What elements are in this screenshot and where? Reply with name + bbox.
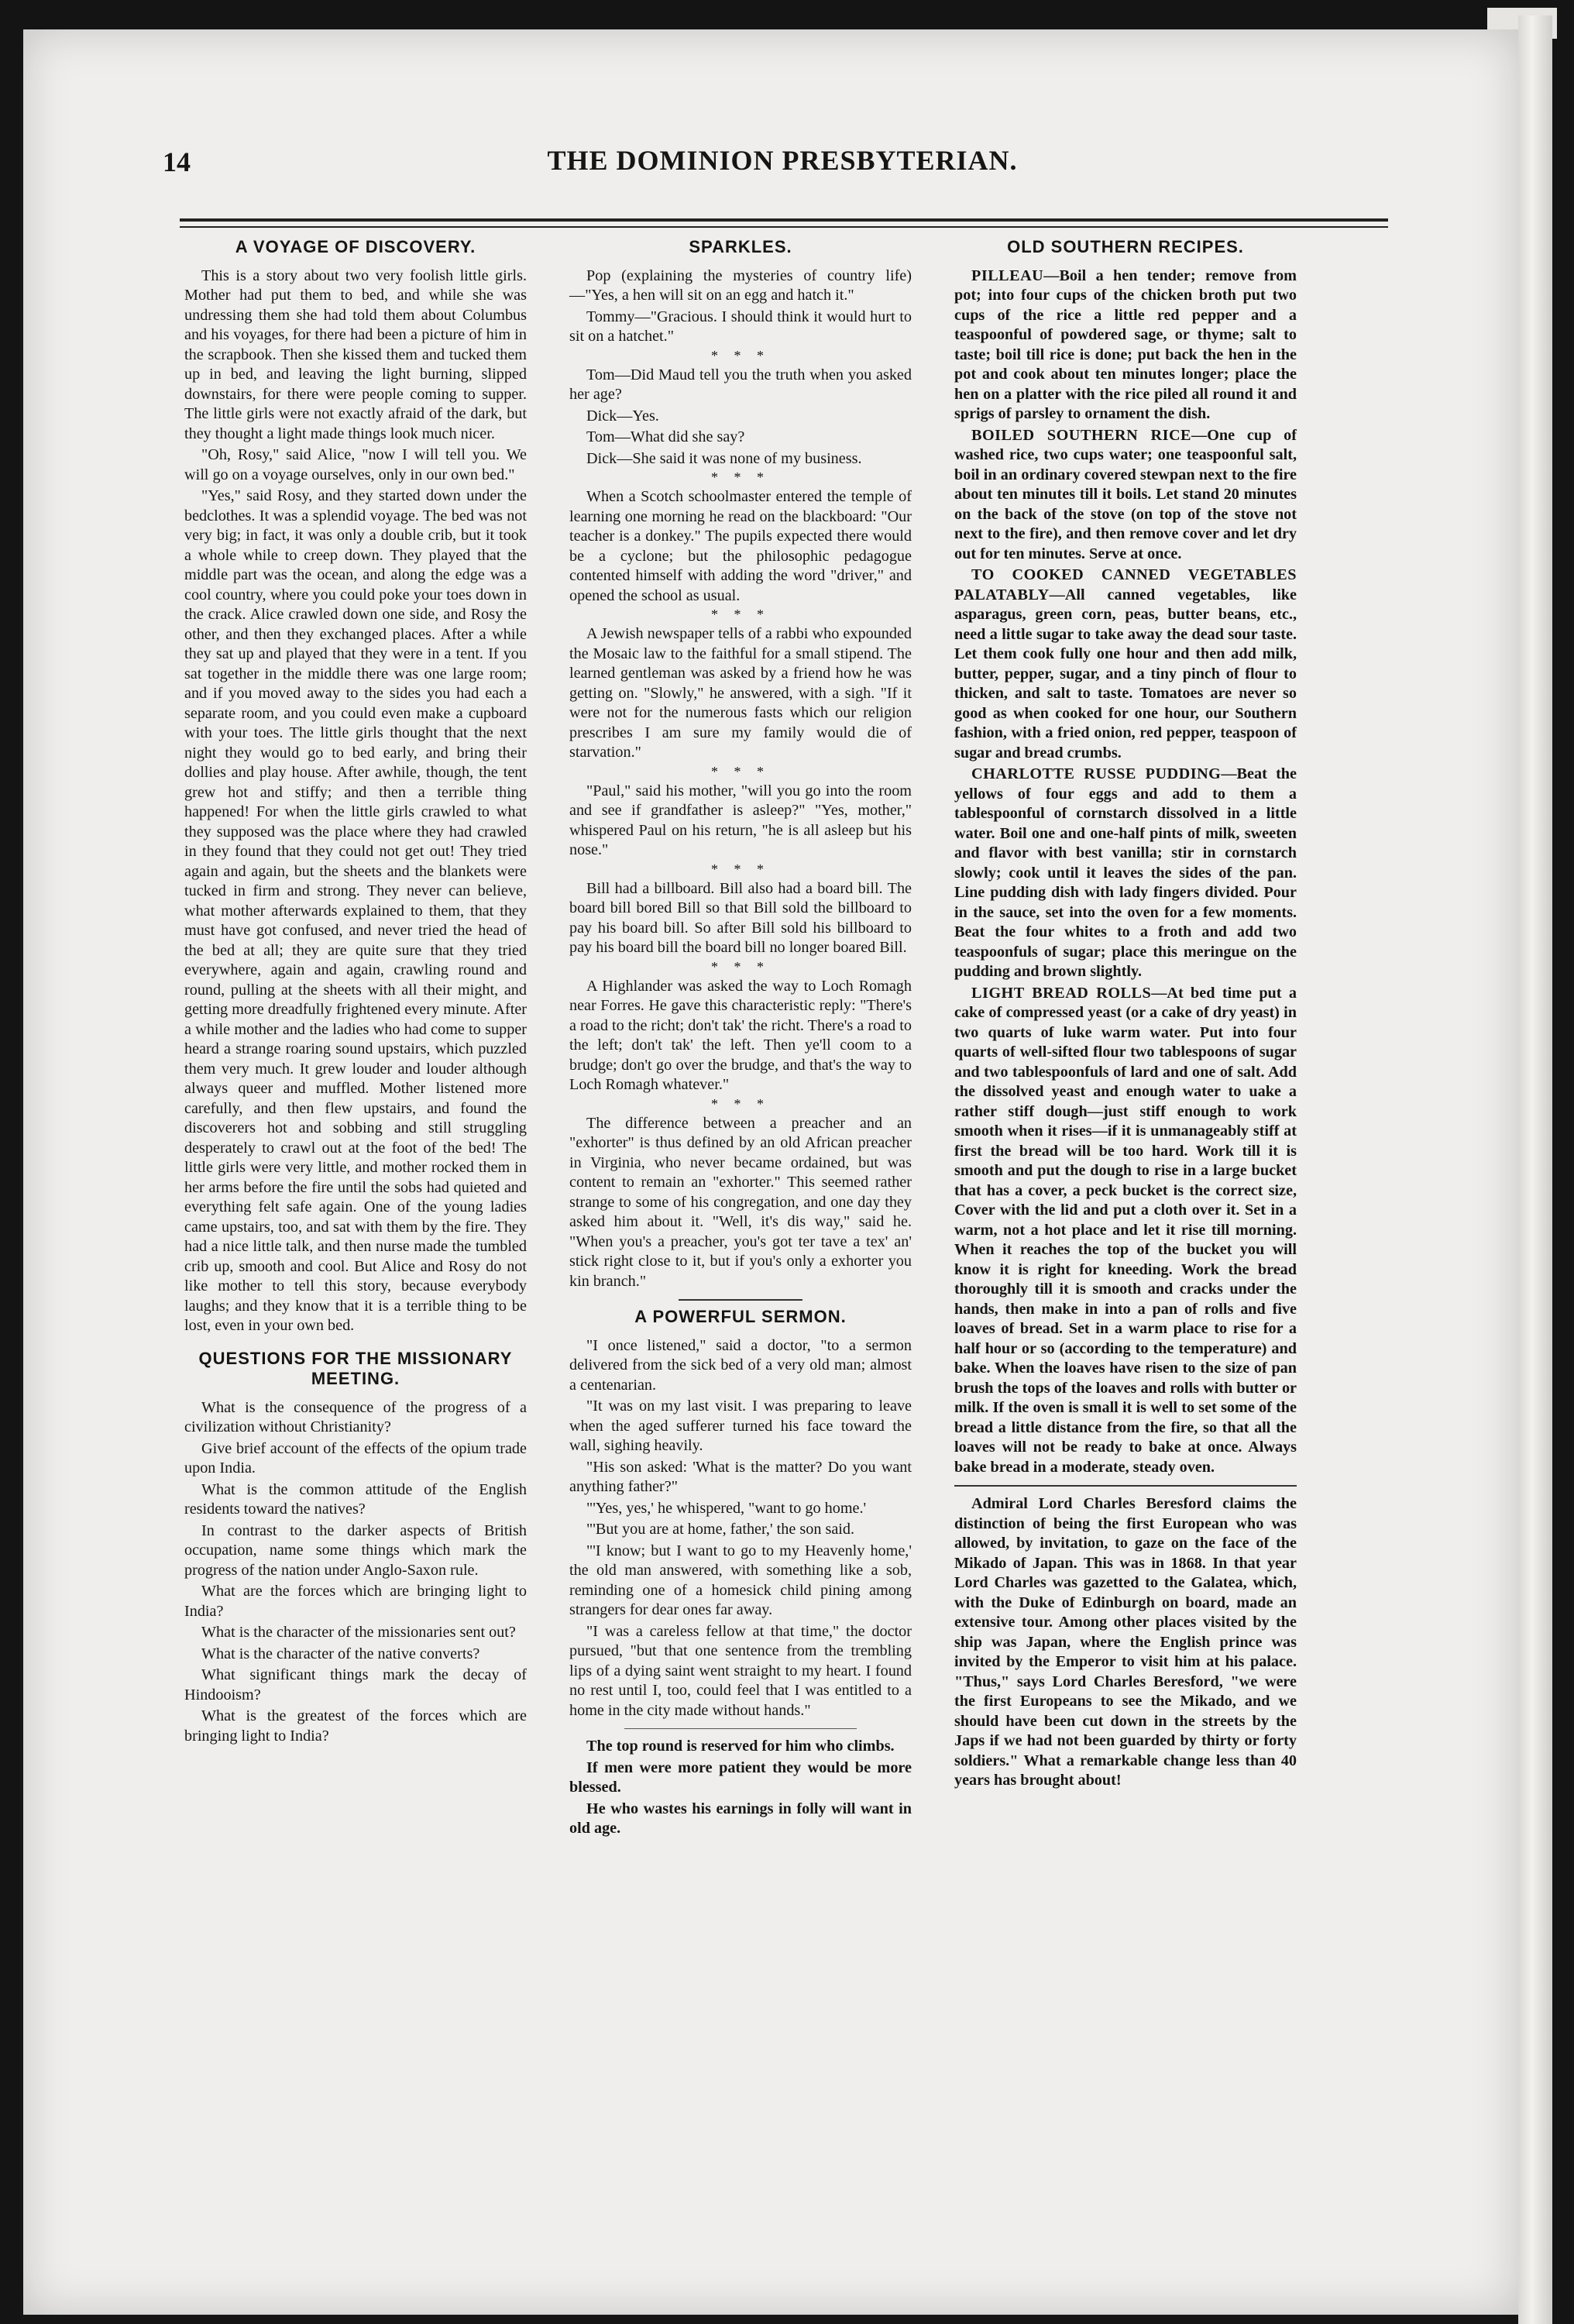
- page-edge-right: [1518, 15, 1552, 2324]
- article-paragraph: "'I know; but I want to go to my Heavenly home,' the old man answered, with something like a sob, reminding one of a homesick child pining among strangers for dear ones far away.: [569, 1542, 912, 1618]
- star-separator: * * *: [711, 861, 770, 877]
- recipe-item: [954, 266, 1297, 425]
- star-separator: * * *: [711, 607, 770, 622]
- star-separator: * * *: [711, 469, 770, 485]
- article-paragraph: This is a story about two very foolish little girls. Mother had put them to bed, and while she was undressing them she had told them about Columbus and his voyages, for there had been a picture of him in the scrapbook. Then she kissed them and tucked them up in bed, and leaving the light burning, slipped downstairs, for there were people coming to supper. The little girls were not exactly afraid of the dark, but they thought a light made things look much nicer.: [184, 266, 527, 442]
- column-2: [569, 232, 912, 1839]
- page-number: 14: [163, 146, 191, 177]
- article-paragraph: "His son asked: 'What is the matter? Do you want anything father?": [569, 1458, 912, 1495]
- maxim: The top round is reserved for him who climbs.: [586, 1738, 895, 1755]
- star-separator: * * *: [711, 1095, 770, 1112]
- masthead-rule-thick: [180, 218, 1388, 222]
- maxim: He who wastes his earnings in folly will want in old age.: [569, 1800, 912, 1837]
- joke-line: The difference between a preacher and an "exhorter" is thus defined by an old African preacher in Virginia, who never became ordained, but was content to remain an "exhorter." This seemed rather strange to some of his congregation, and one day they asked him about it. "Well, it's dis way," said he. "When you's a preacher, you's got ter tave a tex' an' stick right close to it, but if you's only a exhorter you kin branch.": [569, 1114, 912, 1290]
- joke-line: Pop (explaining the mysteries of country life)—"Yes, a hen will sit on an egg and hatch it.": [569, 266, 912, 304]
- recipe-text: —Boil a hen tender; remove from pot; into four cups of the chicken broth put two cups of the rice a little red pepper and a teaspoonful of powdered sage, or thyme; salt to taste; boil till rice is done; put back the hen in the pot and cook about ten minutes longer; place the hen on a platter with the rice piled all round it and sprigs of parsley to ornament the dish.: [954, 266, 1297, 422]
- joke-line: Tommy—"Gracious. I should think it would hurt to sit on a hatchet.": [569, 308, 912, 345]
- joke-line: A Highlander was asked the way to Loch Romagh near Forres. He gave this characteristic reply: "There's a road to the richt; don't tak' the richt. There's a road to the left; don't tak' the left. Then ye'll coom to a brudge; don't go over the brudge, and that's the way to Loch Romagh whatever.": [569, 977, 912, 1093]
- voyage-heading: A VOYAGE OF DISCOVERY.: [235, 237, 476, 256]
- article-paragraph: "Oh, Rosy," said Alice, "now I will tell you. We will go on a voyage ourselves, only in our own bed.": [184, 446, 527, 483]
- section-rule: [624, 1728, 857, 1729]
- column-1: [184, 232, 527, 1746]
- star-separator: * * *: [711, 763, 770, 779]
- question-item: Give brief account of the effects of the opium trade upon India.: [184, 1439, 527, 1477]
- sermon-heading: A POWERFUL SERMON.: [634, 1307, 847, 1326]
- article-paragraph: "'But you are at home, father,' the son said.: [586, 1521, 855, 1538]
- recipe-name: CHARLOTTE RUSSE PUDDING: [971, 765, 1222, 782]
- recipe-name: BOILED SOUTHERN RICE: [971, 426, 1191, 444]
- joke-line: "Paul," said his mother, "will you go into the room and see if grandfather is asleep?" "Yes, mother," whispered Paul on his return, "he is all asleep but his nose.": [569, 782, 912, 858]
- article-paragraph: "It was on my last visit. I was preparing to leave when the aged sufferer turned his face toward the wall, sighing heavily.: [569, 1397, 912, 1454]
- question-item: What is the consequence of the progress of a civilization without Christianity?: [184, 1398, 527, 1435]
- sparkles-heading: SPARKLES.: [689, 237, 792, 256]
- joke-line: Tom—What did she say?: [586, 428, 745, 445]
- recipe-text: —All canned vegetables, like asparagus, green corn, peas, butter beans, etc., need a little sugar to take away the dead sour taste. Let them cook fully one hour and then add milk, butter, pepper, sugar, and a tiny pinch of flour to thicken, and salt to taste. Tomatoes are never so good as when cooked for one hour, our Southern fashion, with a fried onion, red pepper, teaspoon of sugar and bread crumbs.: [954, 586, 1297, 761]
- article-paragraph: "I was a careless fellow at that time," the doctor pursued, "but that one sentence from the trembling lips of a dying saint went straight to my heart. I found no rest until I, too, could feel that I was entitled to a home in the city made without hands.": [569, 1622, 912, 1719]
- article-paragraph: "'Yes, yes,' he whispered, "want to go home.': [586, 1499, 867, 1517]
- joke-line: A Jewish newspaper tells of a rabbi who expounded the Mosaic law to the faithful for a small stipend. The learned gentleman was asked by a friend how he was getting on. "Slowly," he answered, with a sigh. "If it were not for the numerous fasts which our religion prescribes I am sure my family would die of starvation.": [569, 625, 912, 761]
- article-paragraph: "Yes," said Rosy, and they started down under the bedclothes. It was a splendid voyage. The bed was not very big; in fact, it was only a double crib, but it took a whole while to creep down. They played that the middle part was the ocean, and along the edge was a cool country, where you could poke your toes down in the crack. Alice crawled down one side, and Rosy the other, and then they exchanged places. After a while they sat up and played that they were in a tent. If you sat together in the middle there was one large room; and if you moved away to the sides you had each a separate room, and you could even make a cupboard with your toes. The little girls thought that the next night they would go to bed early, and bring their dollies and play house. After awhile, though, the tent grew hot and stiffy; and then a terrible thing happened! For when the little girls crawled to what they supposed was the place where they had crawled in they found that they could not get out! They tried again and again, but the sheets and the blankets were tucked in firm and strong. They never can believe, what mother afterwards explained to them, that they must have got confused, and never tried the head of the bed at all; they are quite sure that they tried everywhere, again and again, crawling round and round, pulling at the sheets with all their might, and getting more dreadfully frightened every minute. After a while mother and the ladies who had come to supper heard a strange roaring sound upstairs, which puzzled them very much. It grew louder and louder although always queer and muffled. Mother listened more carefully, and then flew upstairs, and found the discoverers hot and sobbing and still struggling desperately to crawl out at the foot of the bed! The little girls were very little, and mother rocked them in her arms before the fire until the sobs had quieted and everything felt safe again. One of the young ladies came upstairs, too, and sat with them by the fire. They had a nice little talk, and then nurse made the tumbled crib up, smooth and cool. But Alice and Rosy do not like mother to tell this story, because everybody laughs; and they know that it is a terrible thing to be lost, even in your own bed.: [184, 487, 527, 1334]
- recipe-item: [954, 426, 1297, 565]
- recipe-name: PILLEAU: [971, 266, 1044, 284]
- questions-heading: QUESTIONS FOR THE MISSIONARY MEETING.: [198, 1348, 513, 1388]
- recipes-heading: OLD SOUTHERN RECIPES.: [1007, 237, 1244, 256]
- maxim: If men were more patient they would be more blessed.: [569, 1758, 912, 1796]
- beresford-article: Admiral Lord Charles Beresford claims the distinction of being the first European who was allowed, by invitation, to gaze on the face of the Mikado of Japan. This was in 1868. In that year Lord Charles was gazetted to the Galatea, which, with the Duke of Edinburgh on board, made an extensive tour. Among other places visited by the ship was Japan, where the English prince was invited by the Emperor to visit him at his palace. "Thus," says Lord Charles Beresford, "we were the first Europeans to see the Mikado, and we should have been cut down in the streets by the Japs if we had not been guarded by thirty or forty soldiers." What a remarkable change less than 40 years has brought about!: [954, 1495, 1297, 1789]
- joke-line: Dick—Yes.: [586, 407, 659, 425]
- joke-line: Tom—Did Maud tell you the truth when you asked her age?: [569, 366, 912, 403]
- voyage-article: [184, 266, 527, 1336]
- recipe-text: —One cup of washed rice, two cups water; one teaspoonful salt, boil in an ordinary covered stewpan next to the fire about ten minutes till it boils. Let stand 20 minutes on the back of the stove (on top of the stove not next to the fire), and then remove cover and let dry out for ten minutes. Serve at once.: [954, 426, 1297, 562]
- question-item: What is the character of the missionaries sent out?: [201, 1624, 516, 1641]
- question-item: What is the character of the native converts?: [201, 1645, 480, 1662]
- section-rule: [679, 1299, 802, 1301]
- recipe-item: [954, 566, 1297, 763]
- question-item: What is the greatest of the forces which are bringing light to India?: [184, 1707, 527, 1745]
- recipe-item: [954, 984, 1297, 1478]
- question-item: In contrast to the darker aspects of British occupation, name some things which mark the progress of the nation under Anglo-Saxon rule.: [184, 1521, 527, 1579]
- recipe-text: —Beat the yellows of four eggs and add to them a tablespoonful of cornstarch dissolved in a little water. Boil one and one-half pints of milk, sweeten and flavor with best vanilla; stir in cornstarch slowly; cook until it leaves the sides of the pan. Line pudding dish with lady fingers divided. Pour in the sauce, set into the oven for a few moments. Beat the four whites to a froth and add two teaspoonfuls of sugar; place this meringue on the pudding and brown slightly.: [954, 765, 1297, 980]
- questions-list: [184, 1398, 527, 1747]
- column-3: [954, 232, 1297, 1791]
- joke-line: Bill had a billboard. Bill also had a board bill. The board bill bored Bill so that Bill sold the billboard to pay his board bill. So after Bill sold his billboard to pay his board bill the board bill no longer boared Bill.: [569, 879, 912, 956]
- joke-line: Dick—She said it was none of my business.: [586, 449, 862, 467]
- star-separator: * * *: [711, 347, 770, 363]
- section-rule: [954, 1485, 1297, 1487]
- masthead-rule-thin: [180, 226, 1388, 228]
- recipe-text: —At bed time put a cake of compressed yeast (or a cake of dry yeast) in two quarts of luke warm water. Put into four quarts of well-sifted flour two tablespoons of sugar and two tablespoonfuls of lard and one of salt. Add the dissolved yeast and enough water to uake a rather stiff dough—just stiff enough to work smooth when it rises—if it is unmanageably stiff at first the bread will be too hard. Work till it is smooth and put the dough to rise in a large bucket that has a cover, a peck bucket is the correct size, Cover with the lid and put a cloth over it. Set in a warm, not a hot place and let it rise till morning. When it reaches the top of the bucket you will know it is right for kneeding. Work the bread thoroughly till it is smooth and cracks under the hands, then make in into a pan of rolls and five loaves of bread. Set in a warm place to rise for a half hour or so (according to the temperature) and bake. When the loaves have risen to the size of pan brush the tops of the loaves and rolls with butter or milk. If the oven is small it is well to set some of the bread a little distance from the fire, so that all the loaves will not be ready to bake at once. Always bake bread in a moderate, steady oven.: [954, 984, 1297, 1476]
- question-item: What significant things mark the decay of Hindooism?: [184, 1666, 527, 1703]
- recipe-name: TO COOKED CANNED VEGETABLES PALATABLY: [954, 566, 1297, 603]
- masthead-title: THE DOMINION PRESBYTERIAN.: [547, 145, 1018, 176]
- star-separator: * * *: [711, 958, 770, 975]
- article-paragraph: "I once listened," said a doctor, "to a sermon delivered from the sick bed of a very old man; almost a centenarian.: [569, 1336, 912, 1394]
- question-item: What are the forces which are bringing light to India?: [184, 1583, 527, 1620]
- question-item: What is the common attitude of the English residents toward the natives?: [184, 1480, 527, 1518]
- joke-line: When a Scotch schoolmaster entered the temple of learning one morning he read on the blackboard: "Our teacher is a donkey." The pupils expected there would be a cyclone; but the philosophic pedagogue contented himself with adding the word "driver," and opened the school as usual.: [569, 488, 912, 604]
- recipe-item: [954, 765, 1297, 982]
- recipe-name: LIGHT BREAD ROLLS: [971, 984, 1152, 1002]
